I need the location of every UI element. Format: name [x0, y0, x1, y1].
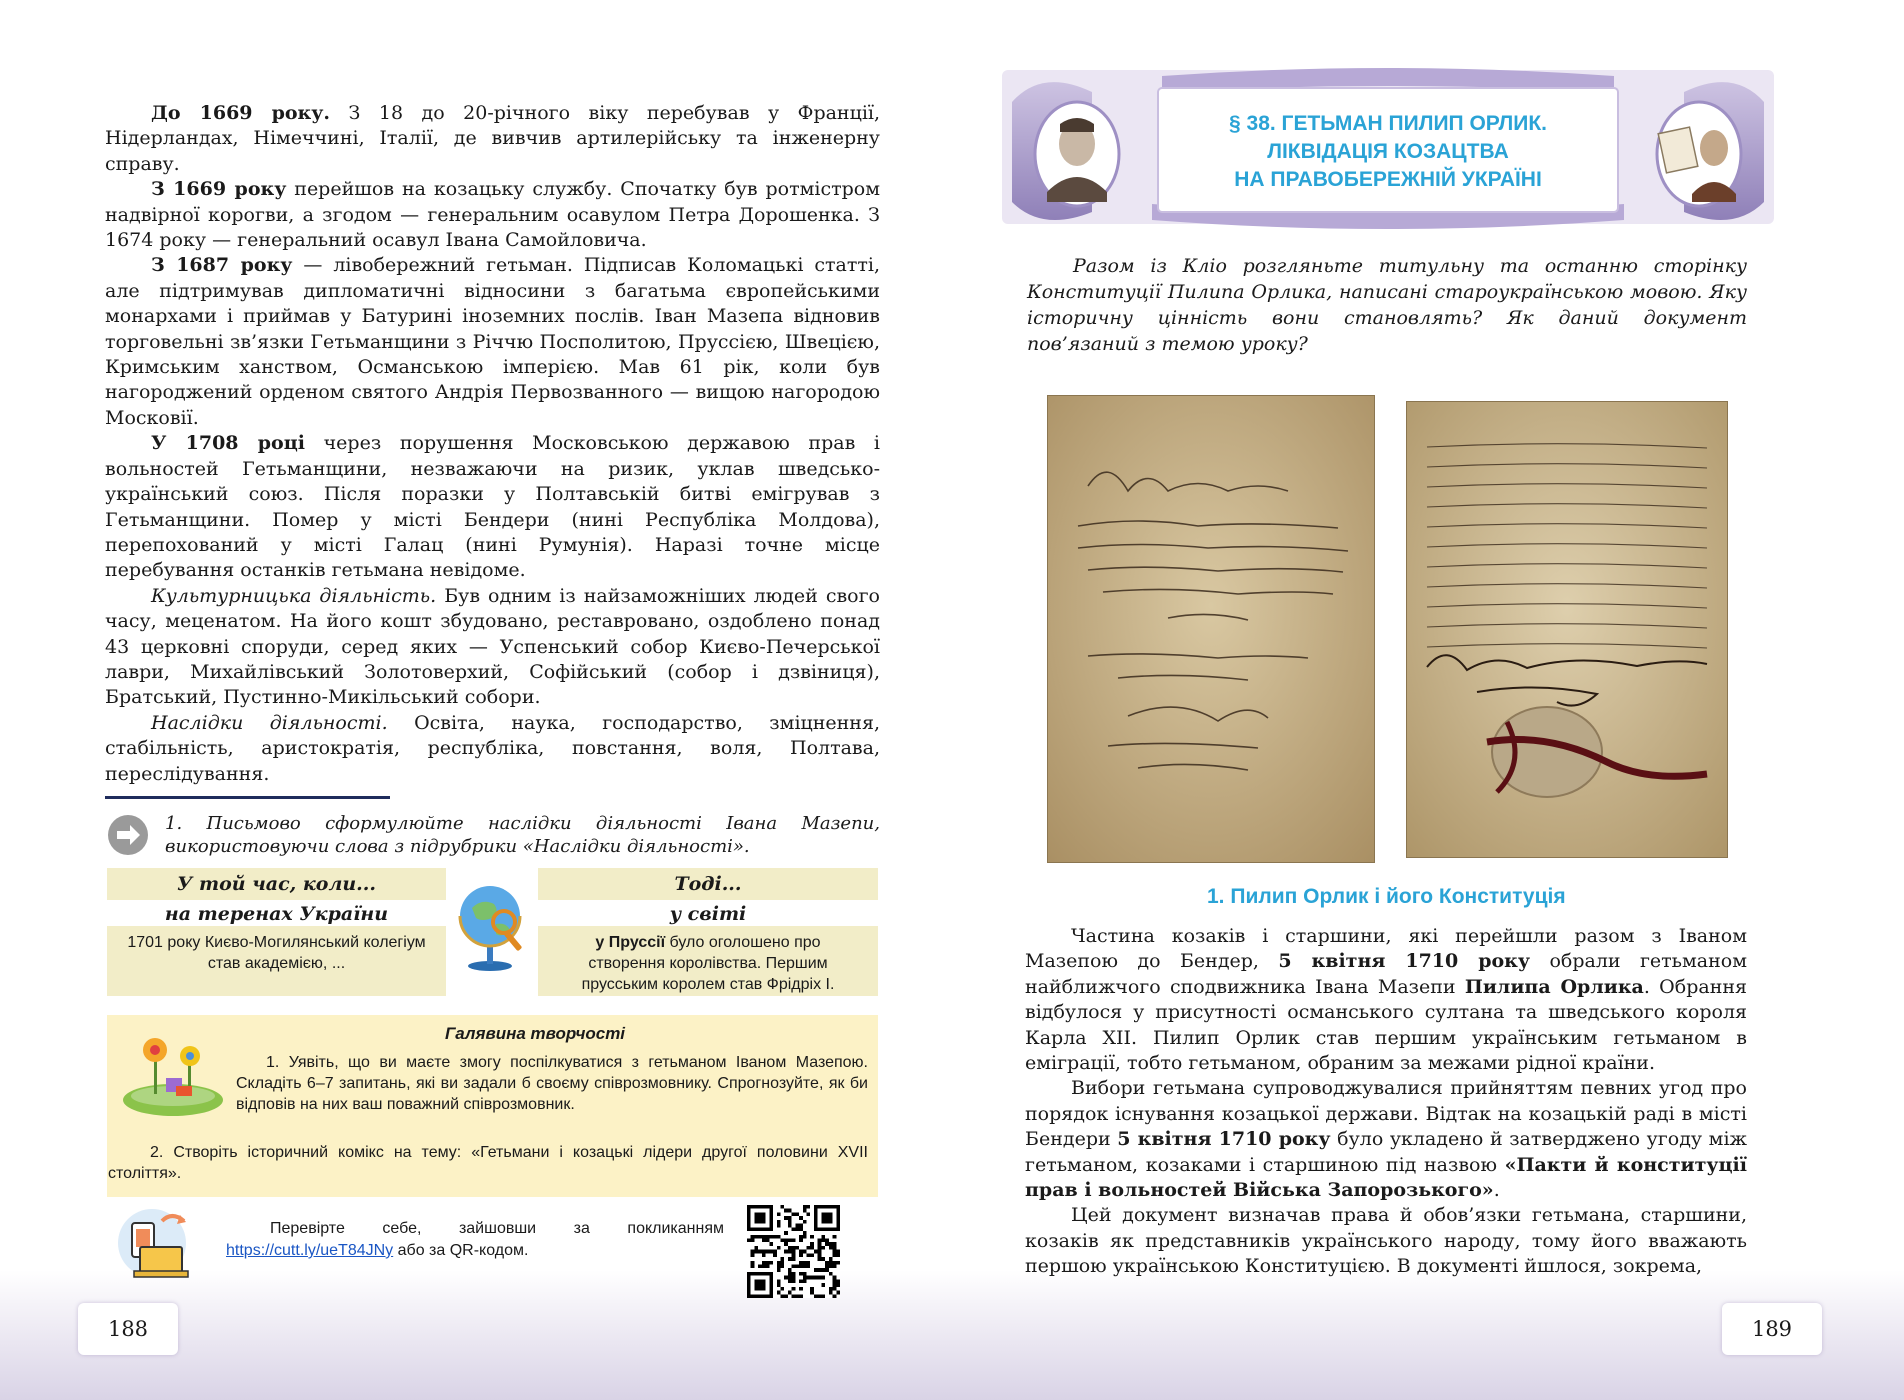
text-run: Освіта, наука, господарство, зміцнення, стабільність, аристократія, республіка, повстання, воля, Полтава, переслідування.: [105, 711, 880, 785]
page-number-right: 189: [1722, 1303, 1822, 1355]
chapter-title: [1158, 110, 1618, 194]
text-run: Частина козаків і старшини, які перейшли разом з Іваном Мазепою до Бендер,: [1025, 925, 1747, 973]
page-number-left: 188: [78, 1303, 178, 1355]
left-body-text: [105, 101, 880, 787]
chapter-title-line-3: НА ПРАВОБЕРЕЖНІЙ УКРАЇНІ: [1234, 168, 1542, 191]
text-run: З 18 до 20-річного віку перебував у Франції, Нідерландах, Німеччині, Італії, де вивчив артилерійську та інженерну справу.: [105, 102, 881, 175]
section-title: 1. Пилип Орлик і його Конституція: [1207, 885, 1566, 908]
prussia-label: у Пруссії: [595, 934, 666, 951]
italic-run: Культурницька діяльність.: [151, 584, 437, 607]
paragraph: [1025, 1203, 1747, 1279]
intro-question: Разом із Кліо розгляньте титульну та останню сторінку Конституції Пилипа Орлика, написані староукраїнською мовою. Яку історичну цінність вони становлять? Як даний документ пов’язаний з темою уроку?: [1027, 255, 1747, 355]
self-check-before: Перевірте себе, зайшовши за покликанням: [270, 1220, 724, 1237]
bold-run: Пилипа Орлика: [1464, 975, 1644, 998]
text-run: перейшов на козацьку службу. Спочатку був ротмістром надвірної корогви, а згодом — генеральним осавулом Петра Дорошенка. З 1674 року — генеральний осавул Івана Самойловича.: [105, 178, 880, 252]
text-run: Цей документ визначав права й обов’язки гетьмана, старшини, козаків як представників українського народу, тому його вважають першою українською Конституцією. В документі йшлося, зокрема,: [1025, 1204, 1747, 1278]
paragraph: [1025, 1076, 1747, 1203]
task-arrow-icon: [108, 815, 148, 855]
self-check-icon: [110, 1207, 200, 1283]
bold-run: «Пакти й конституції прав і вольностей Війська Запорозького»: [1025, 1153, 1747, 1202]
right-body-text: [1025, 924, 1747, 1280]
timeline-sub-ukraine: на теренах України: [164, 903, 389, 925]
text-run: .: [1493, 1179, 1500, 1202]
paragraph: [105, 584, 880, 711]
qr-code[interactable]: [746, 1205, 841, 1298]
paragraph: [105, 253, 880, 431]
creative-item-2: 2. Створіть історичний комікс на тему: «Гетьмани і козацькі лідери другої половини XVII століття».: [108, 1144, 868, 1182]
paragraph: [105, 177, 880, 253]
paragraph: [1025, 924, 1747, 1076]
globe-icon: [452, 878, 532, 972]
text-run: через порушення Московською державою прав і вольностей Гетьманщини, незважаючи на ризик, уклав шведсько-український союз. Після поразки у Полтавській битві емігрував з Гетьманщини. Помер у місті Бендери (нині Республіка Молдова), перепохований у місті Галац (нині Румунія). Наразі точне місце перебування останків гетьмана невідоме.: [105, 432, 880, 582]
creative-title: Галявина творчості: [445, 1024, 626, 1043]
creative-meadow-icon: [118, 1030, 228, 1120]
text-run: — лівобережний гетьман. Підписав Коломацькі статті, але підтримував дипломатичні відносини з багатьма європейськими монархами і приймав у Батурині іноземних послів. Іван Мазепа відновив торговельні зв’язки Гетьманщини з Річчю Посполитою, Пруссією, Швецією, Кримським ханством, Османською імперією. Мав 61 рік, коли був нагороджений орденом святого Андрія Первозванного — вищою нагородою Московії.: [105, 254, 881, 429]
bold-run: З 1669 року: [151, 178, 287, 201]
section-divider: [105, 796, 390, 799]
self-check-after: або за QR-кодом.: [393, 1242, 529, 1259]
creative-item-1: 1. Уявіть, що ви маєте змогу поспілкуватися з гетьманом Іваном Мазепою. Складіть 6–7 запитань, які ви задали б своєму співрозмовнику. Спрогнозуйте, як би відповів на них ваш поважний співрозмовник.: [236, 1054, 868, 1113]
timeline-world-text: було оголошено про створення королівства. Першим прусським королем став Фрідріх I.: [581, 934, 835, 993]
italic-run: Наслідки діяльності.: [151, 711, 388, 734]
paragraph: [105, 711, 880, 787]
bold-run: З 1687 року: [151, 254, 293, 277]
bold-run: 5 квітня 1710 року: [1278, 950, 1531, 973]
chapter-title-line-1: § 38. ГЕТЬМАН ПИЛИП ОРЛИК.: [1229, 112, 1547, 135]
chapter-title-line-2: ЛІКВІДАЦІЯ КОЗАЦТВА: [1267, 140, 1509, 163]
constitution-last-page-image: [1406, 401, 1728, 858]
task-text: 1. Письмово сформулюйте наслідки діяльності Івана Мазепи, використовуючи слова з підрубрики «Наслідки діяльності».: [165, 813, 880, 857]
timeline-head-ukraine: У той час, коли...: [107, 868, 446, 900]
text-run: обрали гетьманом найближчого сподвижника Івана Мазепи: [1025, 950, 1747, 998]
bold-run: 5 квітня 1710 року: [1117, 1128, 1331, 1151]
text-run: . Обрання відбулося у присутності османського султана та шведського короля Карла XII. Пилип Орлик став першим українським гетьманом в еміграції, тобто гетьманом, обраним за межами рідної країни.: [1025, 975, 1748, 1075]
paragraph: [105, 101, 880, 177]
timeline-sub-world: у світі: [669, 903, 747, 925]
paragraph: [105, 431, 880, 583]
self-check-link[interactable]: https://cutt.ly/ueT84JNy: [226, 1242, 394, 1259]
bold-run: У 1708 році: [151, 432, 305, 455]
timeline-box-world: [538, 926, 878, 996]
text-run: Вибори гетьмана супроводжувалися прийняттям певних угод про порядок існування козацької держави. Відтак на козацькій раді в місті Бендери: [1025, 1077, 1747, 1151]
text-run: Був одним із найзаможніших людей свого часу, меценатом. На його кошт збудовано, реставровано, оздоблено понад 43 церковні споруди, серед яких — Успенський собор Києво-Печерської лаври, Михайлівський Золотоверхий, Софійський (собор і дзвіниця), Братський, Пустинно-Микільський собори.: [105, 584, 880, 709]
text-run: було укладено й затверджено угоду між гетьманом, козаками і старшиною під назвою: [1025, 1128, 1747, 1176]
right-page: [952, 0, 1904, 1400]
constitution-title-page-image: [1047, 395, 1375, 863]
timeline-head-world: Тоді...: [538, 868, 878, 900]
bold-run: До 1669 року.: [151, 102, 331, 124]
timeline-box-ukraine: 1701 року Києво-Могилянський колегіум став академією, ...: [107, 926, 446, 996]
self-check-text: [226, 1218, 724, 1262]
